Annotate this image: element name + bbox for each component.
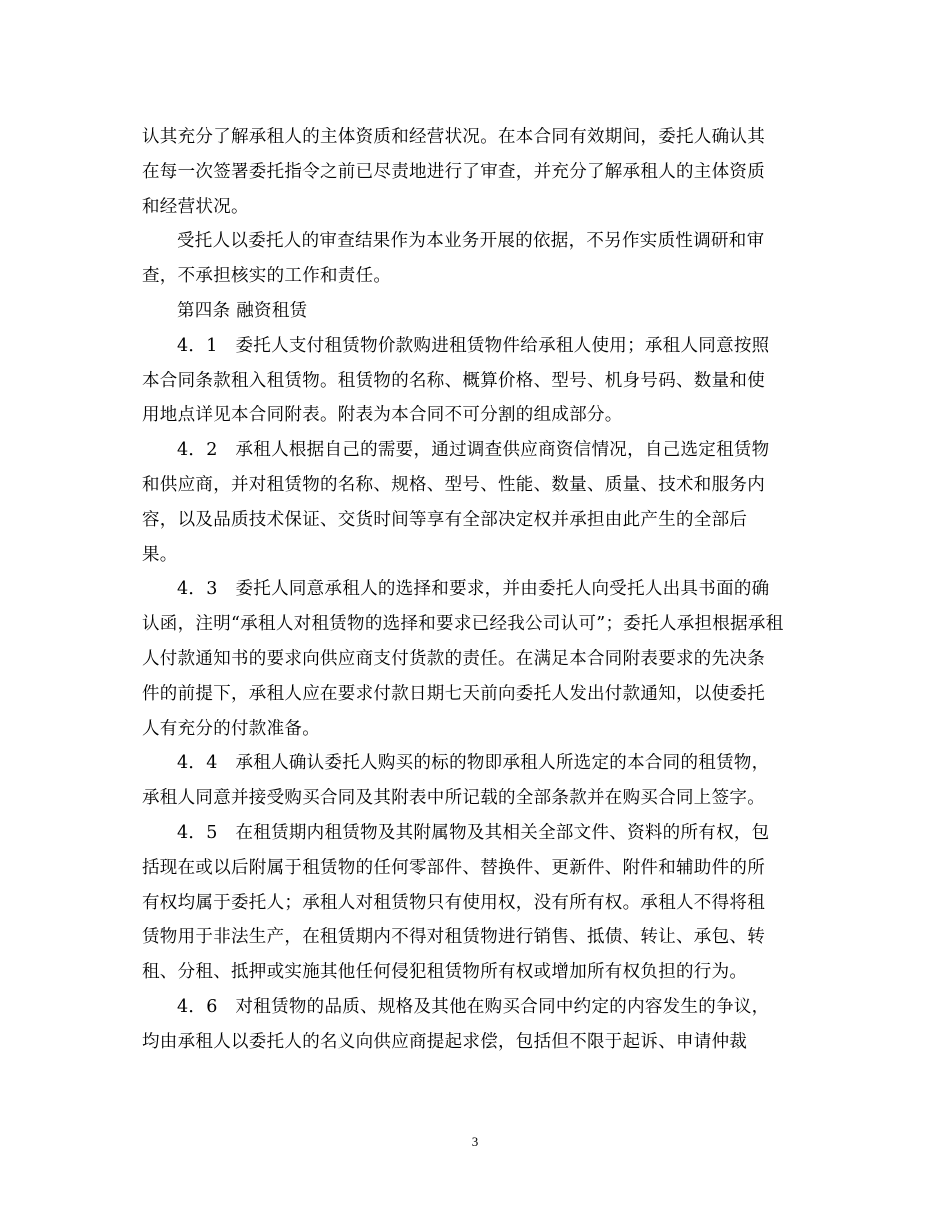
text-line: 用地点详见本合同附表。附表为本合同不可分割的组成部分。 xyxy=(142,405,623,426)
page-number: 3 xyxy=(471,1134,479,1149)
clause-4-4-start: 4．4 承租人确认委托人购买的标的物即承租人所选定的本合同的租赁物， xyxy=(177,753,770,774)
text-line: 赁物用于非法生产，在租赁期内不得对租赁物进行销售、抵债、转让、承包、转 xyxy=(142,927,765,948)
text-line: 承租人同意并接受购买合同及其附表中所记载的全部条款并在购买合同上签字。 xyxy=(142,788,765,809)
text-line: 果。 xyxy=(142,544,178,565)
text-line: 认其充分了解承租人的主体资质和经营状况。在本合同有效期间，委托人确认其 xyxy=(142,127,765,147)
text-line: 有权均属于委托人；承租人对租赁物只有使用权，没有所有权。承租人不得将租 xyxy=(142,892,765,913)
text-line: 括现在或以后附属于租赁物的任何零部件、替换件、更新件、附件和辅助件的所 xyxy=(142,857,765,878)
text-line: 租、分租、抵押或实施其他任何侵犯租赁物所有权或增加所有权负担的行为。 xyxy=(142,962,748,983)
text-line: 和供应商，并对租赁物的名称、规格、型号、性能、数量、质量、技术和服务内 xyxy=(142,474,765,495)
text-line: 人付款通知书的要求向供应商支付货款的责任。在满足本合同附表要求的先决条 xyxy=(142,648,765,669)
clause-4-2-start: 4．2 承租人根据自己的需要，通过调查供应商资信情况，自己选定租赁物 xyxy=(177,440,770,461)
text-line: 件的前提下，承租人应在要求付款日期七天前向委托人发出付款通知，以使委托 xyxy=(142,683,765,704)
text-line: 本合同条款租入租赁物。租赁物的名称、概算价格、型号、机身号码、数量和使 xyxy=(142,370,765,391)
text-line: 人有充分的付款准备。 xyxy=(142,718,320,739)
clause-4-3-start: 4．3 委托人同意承租人的选择和要求，并由委托人向受托人出具书面的确 xyxy=(177,579,770,600)
text-line: 查，不承担核实的工作和责任。 xyxy=(142,266,392,287)
text-line: 和经营状况。 xyxy=(142,196,249,217)
text-line: 受托人以委托人的审查结果作为本业务开展的依据，不另作实质性调研和审 xyxy=(177,231,765,252)
document-body xyxy=(142,120,808,1060)
clause-4-1-start: 4．1 委托人支付租赁物价款购进租赁物件给承租人使用；承租人同意按照 xyxy=(177,335,770,356)
text-line: 认函，注明“承租人对租赁物的选择和要求已经我公司认可”；委托人承担根据承租 xyxy=(142,614,784,635)
text-line: 均由承租人以委托人的名义向供应商提起求偿，包括但不限于起诉、申请仲裁 xyxy=(142,1031,748,1052)
clause-4-5-start: 4．5 在租赁期内租赁物及其附属物及其相关全部文件、资料的所有权，包 xyxy=(177,822,770,843)
text-line: 在每一次签署委托指令之前已尽责地进行了审查，并充分了解承租人的主体资质 xyxy=(142,161,765,182)
clause-4-6-start: 4．6 对租赁物的品质、规格及其他在购买合同中约定的内容发生的争议， xyxy=(177,996,770,1017)
text-line: 容，以及品质技术保证、交货时间等享有全部决定权并承担由此产生的全部后 xyxy=(142,509,748,530)
section-heading: 第四条 融资租赁 xyxy=(177,300,308,321)
